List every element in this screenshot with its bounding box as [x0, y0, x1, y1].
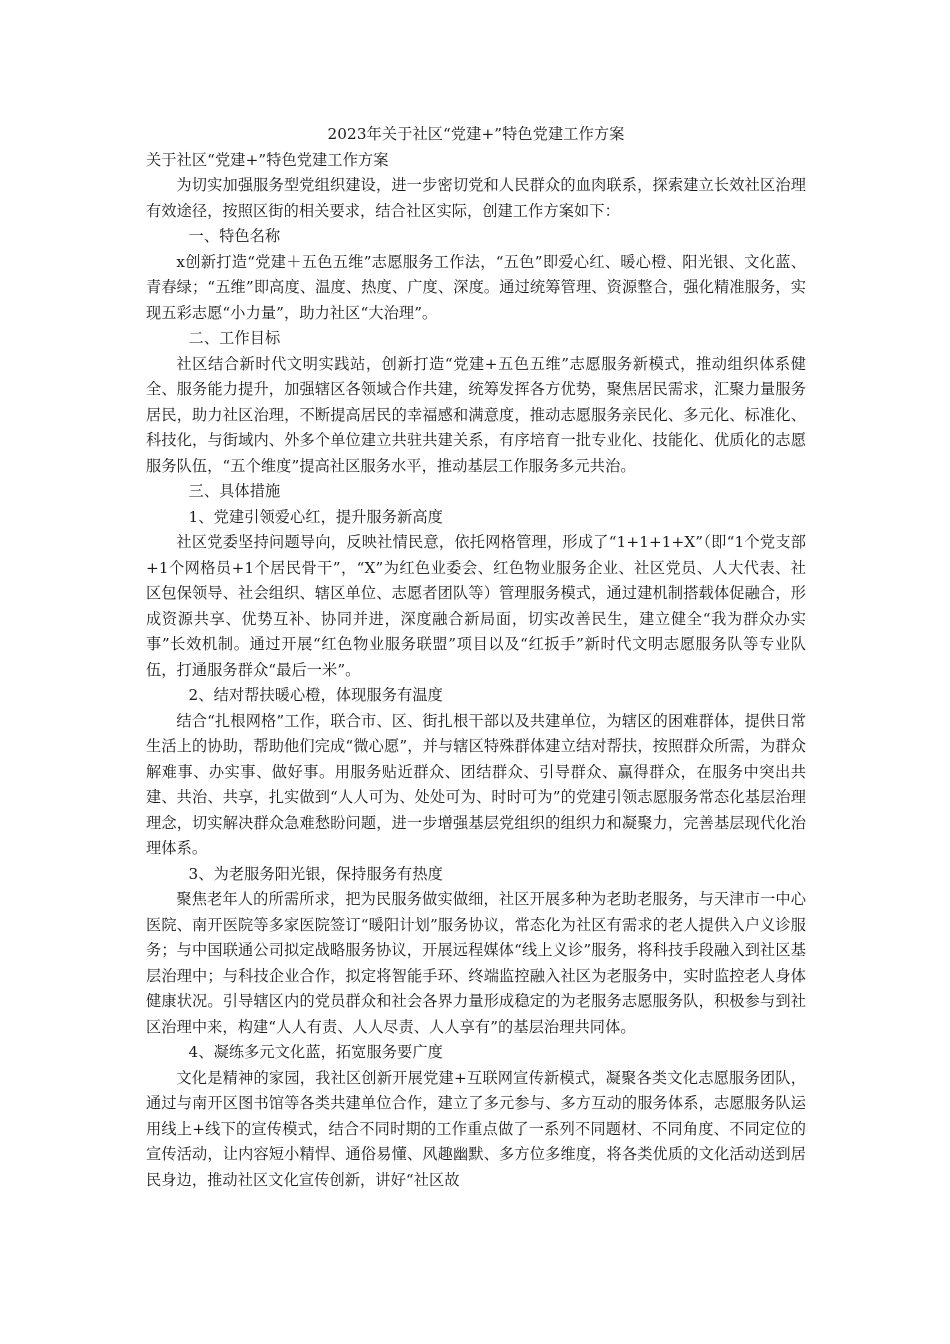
- measure-body-2: 结合“扎根网格”工作，联合市、区、街扎根干部以及共建单位，为辖区的困难群体，提供日常生活上的协助，帮助他们完成“微心愿”，并与辖区特殊群体建立结对帮扶，按照群众所需，为群众解难事、办实事、做好事。用服务贴近群众、团结群众、引导群众、赢得群众，在服务中突出共建、共治、共享，扎实做到“人人可为、处处可为、时时可为”的党建引领志愿服务常态化基层治理理念，切实解决群众急难愁盼问题，进一步增强基层党组织的组织力和凝聚力，完善基层现代化治理体系。: [146, 711, 806, 857]
- measure-body-4: 文化是精神的家园，我社区创新开展党建+互联网宣传新模式，凝聚各类文化志愿服务团队，通过与南开区图书馆等各类共建单位合作，建立了多元参与、多方互动的服务体系，志愿服务队运用线上+线下的宣传模式，结合不同时期的工作重点做了一系列不同题材、不同角度、不同定位的宣传活动，让内容短小精悍、通俗易懂、风趣幽默、多方位多维度，将各类优质的文化活动送到居民身边，推动社区文化宣传创新，讲好“社区故: [146, 1068, 806, 1189]
- document-page: [146, 122, 806, 1193]
- measure-heading-3: 3、为老服务阳光银，保持服务有热度: [188, 864, 443, 883]
- section-body-feature-name: x创新打造“党建＋五色五维”志愿服务工作法，“五色”即爱心红、暖心橙、阳光银、文化蓝、青春绿；“五维”即高度、温度、热度、广度、深度。通过统筹管理、资源整合，强化精准服务，实现五彩志愿“小力量”，助力社区“大治理”。: [146, 252, 806, 322]
- measure-heading-1: 1、党建引领爱心红，提升服务新高度: [188, 507, 443, 526]
- document-title: 2023年关于社区“党建+”特色党建工作方案: [327, 125, 625, 143]
- section-heading-feature-name: 一、特色名称: [188, 227, 281, 245]
- measure-heading-2: 2、结对帮扶暖心橙，体现服务有温度: [188, 686, 443, 704]
- document-subtitle: 关于社区“党建+”特色党建工作方案: [146, 150, 389, 169]
- intro-paragraph: 为切实加强服务型党组织建设，进一步密切党和人民群众的血肉联系，探索建立长效社区治理有效途径，按照区街的相关要求，结合社区实际，创建工作方案如下：: [146, 176, 806, 220]
- measure-body-1: 社区党委坚持问题导向，反映社情民意，依托网格管理，形成了“1+1+1+X”（即“1个党支部+1个网格员+1个居民骨干”，“X”为红色业委会、红色物业服务企业、社区党员、人大代表、社区包保领导、社会组织、辖区单位、志愿者团队等）管理服务模式，通过建机制搭载体促融合，形成资源共享、优势互补、协同并进，深度融合新局面，切实改善民生，建立健全“我为群众办实事”长效机制。通过开展“红色物业服务联盟”项目以及“红扳手”新时代文明志愿服务队等专业队伍，打通服务群众“最后一米”。: [146, 533, 806, 679]
- measure-heading-4: 4、凝练多元文化蓝，拓宽服务要广度: [188, 1043, 443, 1061]
- section-body-work-goals: 社区结合新时代文明实践站，创新打造“党建+五色五维”志愿服务新模式，推动组织体系健全、服务能力提升，加强辖区各领域合作共建，统筹发挥各方优势，聚焦居民需求，汇聚力量服务居民，助力社区治理，不断提高居民的幸福感和满意度，推动志愿服务亲民化、多元化、标准化、科技化，与街域内、外多个单位建立共驻共建关系，有序培育一批专业化、技能化、优质化的志愿服务队伍，“五个维度”提高社区服务水平，推动基层工作服务多元共治。: [146, 354, 806, 475]
- measure-body-3: 聚焦老年人的所需所求，把为民服务做实做细，社区开展多种为老助老服务，与天津市一中心医院、南开医院等多家医院签订“暖阳计划”服务协议，常态化为社区有需求的老人提供入户义诊服务；与中国联通公司拟定战略服务协议，开展远程媒体“线上义诊”服务，将科技手段融入到社区基层治理中；与科技企业合作，拟定将智能手环、终端监控融入社区为老服务中，实时监控老人身体健康状况。引导辖区内的党员群众和社会各界力量形成稳定的为老服务志愿服务队，积极参与到社区治理中来，构建“人人有责、人人尽责、人人享有”的基层治理共同体。: [146, 890, 806, 1036]
- section-heading-work-goals: 二、工作目标: [188, 329, 281, 347]
- section-heading-measures: 三、具体措施: [188, 482, 281, 500]
